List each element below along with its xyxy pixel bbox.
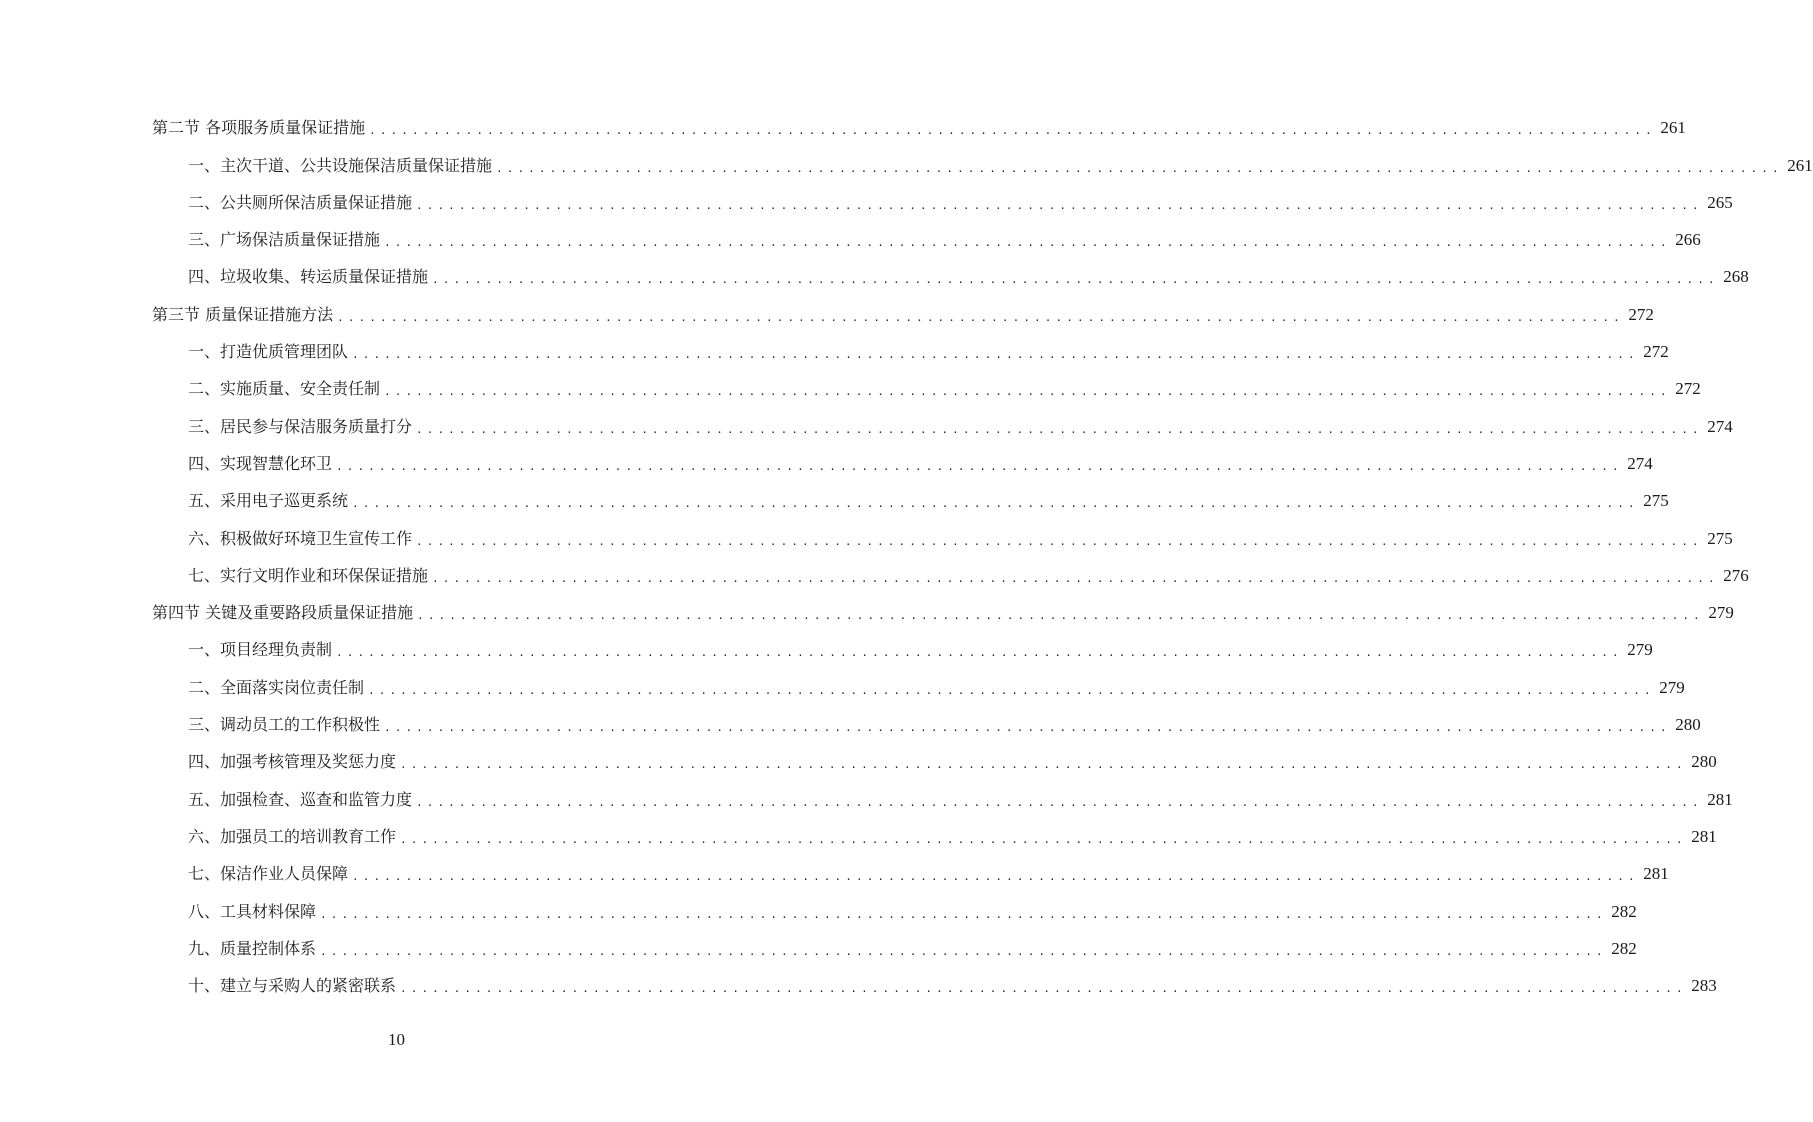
toc-dot-leader: ........................................................................................................................ <box>400 758 1687 772</box>
toc-entry-title: 十、建立与采购人的紧密联系 <box>188 976 397 996</box>
toc-dot-leader: ........................................................................................................................ <box>369 124 1656 138</box>
toc-entry-page-number: 272 <box>1675 379 1701 399</box>
toc-entry-page-number: 280 <box>1675 715 1701 735</box>
table-of-contents <box>152 105 1813 1000</box>
toc-entry-title: 三、广场保洁质量保证措施 <box>188 230 381 250</box>
toc-dot-leader: ........................................................................................................................ <box>352 870 1639 884</box>
toc-entry-page-number: 276 <box>1723 565 1749 585</box>
toc-entry-title: 二、全面落实岗位责任制 <box>188 677 365 697</box>
toc-dot-leader: ........................................................................................................................ <box>320 944 1607 958</box>
toc-entry-title: 四、垃圾收集、转运质量保证措施 <box>188 267 429 287</box>
toc-entry-page-number: 279 <box>1708 603 1734 623</box>
toc-subsection-entry <box>152 180 1733 217</box>
toc-dot-leader: ........................................................................................................................ <box>384 721 1671 735</box>
toc-dot-leader: ........................................................................................................................ <box>320 907 1607 921</box>
toc-section-entry <box>152 105 1686 142</box>
toc-entry-page-number: 279 <box>1627 640 1653 660</box>
toc-dot-leader: ........................................................................................................................ <box>368 683 1655 697</box>
toc-dot-leader: ........................................................................................................................ <box>352 348 1639 362</box>
toc-entry-title: 六、加强员工的培训教育工作 <box>188 826 397 846</box>
toc-entry-title: 七、实行文明作业和环保保证措施 <box>188 565 429 585</box>
toc-subsection-entry <box>152 888 1637 925</box>
toc-subsection-entry <box>152 403 1733 440</box>
toc-subsection-entry <box>152 814 1717 851</box>
toc-entry-page-number: 281 <box>1643 864 1669 884</box>
toc-dot-leader: ........................................................................................................................ <box>384 385 1671 399</box>
toc-dot-leader: ........................................................................................................................ <box>432 273 1719 287</box>
toc-entry-page-number: 274 <box>1627 453 1653 473</box>
toc-dot-leader: ........................................................................................................................ <box>416 422 1703 436</box>
toc-dot-leader: ........................................................................................................................ <box>400 832 1687 846</box>
toc-entry-title: 六、积极做好环境卫生宣传工作 <box>188 528 413 548</box>
toc-entry-title: 第三节 质量保证措施方法 <box>152 304 334 324</box>
toc-entry-title: 第四节 关键及重要路段质量保证措施 <box>152 603 414 623</box>
toc-entry-page-number: 281 <box>1707 789 1733 809</box>
toc-entry-title: 五、加强检查、巡查和监管力度 <box>188 789 413 809</box>
toc-section-entry <box>152 291 1654 328</box>
toc-entry-page-number: 261 <box>1787 155 1813 175</box>
toc-dot-leader: ........................................................................................................................ <box>416 198 1703 212</box>
toc-subsection-entry <box>152 366 1701 403</box>
toc-entry-title: 二、实施质量、安全责任制 <box>188 379 381 399</box>
toc-entry-page-number: 281 <box>1691 826 1717 846</box>
toc-subsection-entry <box>152 254 1749 291</box>
toc-entry-title: 一、打造优质管理团队 <box>188 342 349 362</box>
toc-entry-page-number: 265 <box>1707 192 1733 212</box>
toc-entry-title: 一、项目经理负责制 <box>188 640 333 660</box>
toc-entry-title: 四、实现智慧化环卫 <box>188 453 333 473</box>
toc-entry-page-number: 283 <box>1691 976 1717 996</box>
toc-dot-leader: ........................................................................................................................ <box>416 795 1703 809</box>
toc-subsection-entry <box>152 142 1813 179</box>
toc-entry-page-number: 274 <box>1707 416 1733 436</box>
toc-subsection-entry <box>152 329 1669 366</box>
toc-entry-page-number: 282 <box>1611 938 1637 958</box>
toc-subsection-entry <box>152 739 1717 776</box>
toc-entry-page-number: 279 <box>1659 677 1685 697</box>
toc-dot-leader: ........................................................................................................................ <box>432 571 1719 585</box>
toc-subsection-entry <box>152 702 1701 739</box>
toc-entry-page-number: 266 <box>1675 230 1701 250</box>
page-number: 10 <box>388 1030 405 1049</box>
toc-dot-leader: ........................................................................................................................ <box>337 310 1624 324</box>
toc-entry-title: 第二节 各项服务质量保证措施 <box>152 118 366 138</box>
toc-entry-title: 五、采用电子巡更系统 <box>188 491 349 511</box>
toc-entry-page-number: 261 <box>1660 118 1686 138</box>
toc-entry-page-number: 272 <box>1643 342 1669 362</box>
toc-dot-leader: ........................................................................................................................ <box>416 534 1703 548</box>
toc-dot-leader: ........................................................................................................................ <box>336 646 1623 660</box>
toc-subsection-entry <box>152 926 1637 963</box>
toc-subsection-entry <box>152 776 1733 813</box>
toc-dot-leader: ........................................................................................................................ <box>384 236 1671 250</box>
toc-subsection-entry <box>152 217 1701 254</box>
toc-entry-page-number: 275 <box>1643 491 1669 511</box>
toc-entry-title: 九、质量控制体系 <box>188 938 317 958</box>
toc-subsection-entry <box>152 627 1653 664</box>
toc-subsection-entry <box>152 478 1669 515</box>
toc-subsection-entry <box>152 963 1717 1000</box>
toc-entry-page-number: 268 <box>1723 267 1749 287</box>
toc-entry-title: 二、公共厕所保洁质量保证措施 <box>188 192 413 212</box>
toc-dot-leader: ........................................................................................................................ <box>336 459 1623 473</box>
toc-subsection-entry <box>152 664 1685 701</box>
toc-subsection-entry <box>152 515 1733 552</box>
toc-dot-leader: ........................................................................................................................ <box>417 609 1704 623</box>
toc-entry-title: 八、工具材料保障 <box>188 901 317 921</box>
toc-entry-title: 三、居民参与保洁服务质量打分 <box>188 416 413 436</box>
toc-entry-title: 四、加强考核管理及奖惩力度 <box>188 752 397 772</box>
toc-subsection-entry <box>152 441 1653 478</box>
toc-dot-leader: ........................................................................................................................ <box>496 161 1783 175</box>
toc-subsection-entry <box>152 553 1749 590</box>
toc-dot-leader: ........................................................................................................................ <box>400 982 1687 996</box>
toc-entry-page-number: 280 <box>1691 752 1717 772</box>
toc-section-entry <box>152 590 1734 627</box>
toc-entry-title: 一、主次干道、公共设施保洁质量保证措施 <box>188 155 493 175</box>
toc-entry-title: 三、调动员工的工作积极性 <box>188 715 381 735</box>
toc-entry-page-number: 272 <box>1628 304 1654 324</box>
toc-dot-leader: ........................................................................................................................ <box>352 497 1639 511</box>
toc-entry-page-number: 282 <box>1611 901 1637 921</box>
toc-subsection-entry <box>152 851 1669 888</box>
toc-entry-page-number: 275 <box>1707 528 1733 548</box>
toc-entry-title: 七、保洁作业人员保障 <box>188 864 349 884</box>
